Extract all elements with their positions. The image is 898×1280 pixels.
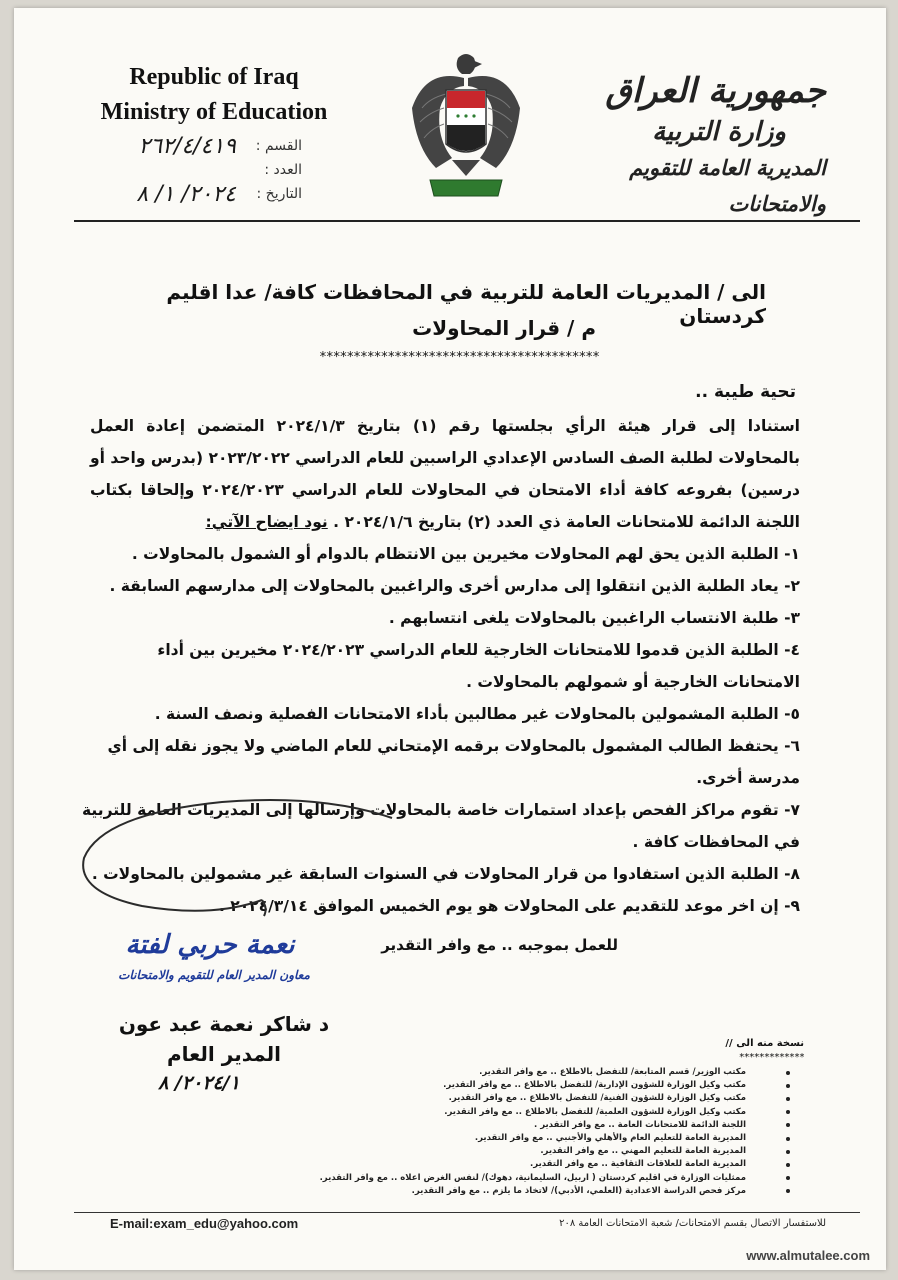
- list-item: ٦- يحتفظ الطالب المشمول بالمحاولات برقمه الإمتحاني للعام الماضي ولا يجوز نقله إلى أي مدرسة أخرى.: [107, 737, 800, 787]
- closing-line: للعمل بموجبه .. مع وافر التقدير: [381, 936, 618, 954]
- footer-inquiry: للاستفسار الاتصال بقسم الامتحانات/ شعبة الامتحانات العامة ٢٠٨: [559, 1218, 826, 1229]
- arabic-ministry-title: وزارة التربية: [652, 117, 786, 147]
- bullet-icon: [782, 1106, 794, 1119]
- bullet-icon: [782, 1132, 794, 1145]
- republic-title: Republic of Iraq: [129, 64, 299, 90]
- bullet-icon: [782, 1066, 794, 1079]
- cc-item: المديرية العامة للعلاقات الثقافية .. مع وافر التقدير.: [530, 1159, 746, 1170]
- meta-number-row: [92, 158, 302, 182]
- list-item: ٤- الطلبة الذين قدموا للامتحانات الخارجية للعام الدراسي ٢٠٢٤/٢٠٢٣ مخيرين بين أداء الامتحانات الخارجية أو شمولهم بالمحاولات .: [157, 641, 800, 691]
- arabic-republic-title: جمهورية العراق: [605, 71, 826, 111]
- decision-items: [80, 538, 800, 922]
- separator-stars: *****************************************: [319, 350, 599, 365]
- bullet-icon: [782, 1145, 794, 1158]
- cc-item: المديرية العامة للتعليم المهني .. مع وافر التقدير.: [540, 1146, 746, 1157]
- cc-heading: نسخة منه الى //: [725, 1038, 804, 1049]
- number-label: العدد :: [264, 162, 302, 178]
- list-item: ٥- الطلبة المشمولين بالمحاولات غير مطالبين بأداء الامتحانات الفصلية ونصف السنة .: [154, 705, 800, 723]
- footer-email: E-mail:exam_edu@yahoo.com: [110, 1216, 299, 1231]
- meta-section-row: [92, 134, 302, 158]
- director-name: د شاكر نعمة عبد عون: [118, 1012, 330, 1036]
- section-value: ٢٦٢/٤/٤١٩: [138, 133, 236, 159]
- cc-list: [226, 1066, 746, 1198]
- cc-bullets: [782, 1066, 794, 1198]
- addressee-line: الى / المديريات العامة للتربية في المحافظات كافة/ عدا اقليم كردستان: [166, 280, 766, 328]
- list-item: ١- الطلبة الذين يحق لهم المحاولات مخيرين بين الانتظام بالدوام أو الشمول بالمحاولات .: [131, 545, 800, 563]
- bullet-icon: [782, 1185, 794, 1198]
- cc-item: اللجنة الدائمة للامتحانات العامة .. مع وافر التقدير .: [534, 1119, 746, 1130]
- bullet-icon: [782, 1172, 794, 1185]
- site-watermark: www.almutalee.com: [746, 1248, 870, 1263]
- subject-line: م / قرار المحاولات: [412, 316, 596, 340]
- cc-stars: *************: [738, 1052, 804, 1063]
- greeting: تحية طيبة ..: [695, 382, 796, 402]
- list-item: ٢- يعاد الطلبة الذين انتقلوا إلى مدارس أخرى والراغبين بالمحاولات إلى مدارسهم السابقة .: [109, 577, 800, 595]
- ministry-title: Ministry of Education: [100, 99, 328, 125]
- cc-item: مكتب وكيل الوزارة للشؤون الإدارية/ للتفضل بالاطلاع .. مع وافر التقدير.: [443, 1080, 746, 1091]
- cc-item: مكتب وكيل الوزارة للشؤون العلمية/ للتفضل بالاطلاع .. مع وافر التقدير.: [444, 1106, 746, 1117]
- bullet-icon: [782, 1092, 794, 1105]
- arabic-directorate-title: المديرية العامة للتقويم والامتحانات: [629, 155, 826, 216]
- body-text: استنادا إلى قرار هيئة الرأي بجلستها رقم (١) بتاريخ ٢٠٢٤/١/٣ المتضمن إعادة العمل بالمحاولات لطلبة الصف السادس الإعدادي الراسبين للعام الدراسي ٢٠٢٣/٢٠٢٢ (بدرس واحد أو درسين) بفروعه كافة أداء الامتحان في المحاولات للعام الدراسي ٢٠٢٤/٢٠٢٣ وإلحاقا بكتاب اللجنة الدائمة للامتحانات العامة ذي العدد (٢) بتاريخ ٢٠٢٤/١/٦ .: [90, 417, 800, 531]
- meta-date-row: [92, 182, 302, 206]
- arabic-letterhead: [526, 68, 826, 222]
- list-item: ٣- طلبة الانتساب الراغبين بالمحاولات يلغى انتسابهم .: [388, 609, 800, 627]
- deputy-signature-title: معاون المدير العام للتقويم والامتحانات: [118, 968, 310, 982]
- director-title: المدير العام: [166, 1042, 282, 1066]
- bullet-icon: [782, 1079, 794, 1092]
- cc-item: المديرية العامة للتعليم العام والأهلي والأجنبي .. مع وافر التقدير.: [474, 1133, 746, 1144]
- bullet-icon: [782, 1158, 794, 1171]
- iraq-eagle-emblem-icon: [406, 48, 526, 208]
- english-letterhead: [84, 60, 344, 130]
- cc-item: ممثليات الوزارة في اقليم كردستان ( اربيل، السليمانية، دهوك)/ لنفس الغرض اعلاه .. مع وافر التقدير.: [319, 1172, 746, 1183]
- bullet-icon: [782, 1119, 794, 1132]
- letter-meta: [92, 134, 302, 206]
- cc-item: مكتب الوزير/ قسم المتابعة/ للتفضل بالاطلاع .. مع وافر التقدير.: [479, 1067, 746, 1077]
- cc-item: مكتب وكيل الوزارة للشؤون الفنية/ للتفضل بالاطلاع .. مع وافر التقدير.: [448, 1093, 746, 1104]
- body-emphasis: نود ايضاح الآتي:: [205, 513, 328, 531]
- date-label: التاريخ :: [256, 186, 302, 202]
- letter-body: [90, 410, 800, 538]
- section-label: القسم :: [255, 138, 302, 154]
- list-item: ٩- إن اخر موعد للتقديم على المحاولات هو يوم الخميس الموافق ٢٠٢٤/٣/١٤ .: [218, 897, 800, 915]
- header-divider: [74, 220, 860, 222]
- footer-divider: [74, 1212, 860, 1213]
- director-date: ٢٠٢٤/١/ ٨: [158, 1072, 240, 1094]
- date-value: ٢٠٢٤/ ١/ ٨: [136, 181, 236, 207]
- cc-item: مركز فحص الدراسة الاعدادية (العلمي، الأدبي)/ لاتخاذ ما يلزم .. مع وافر التقدير.: [411, 1185, 746, 1196]
- list-item: ٨- الطلبة الذين استفادوا من قرار المحاولات في السنوات السابقة غير مشمولين بالمحاولات .: [91, 865, 800, 883]
- deputy-signature-name: نعمة حربي لفتة: [125, 930, 295, 960]
- letter-page: [14, 8, 886, 1270]
- list-item: ٧- تقوم مراكز الفحص بإعداد استمارات خاصة بالمحاولات وإرسالها إلى المديريات العامة للتربية في المحافظات كافة .: [82, 801, 800, 851]
